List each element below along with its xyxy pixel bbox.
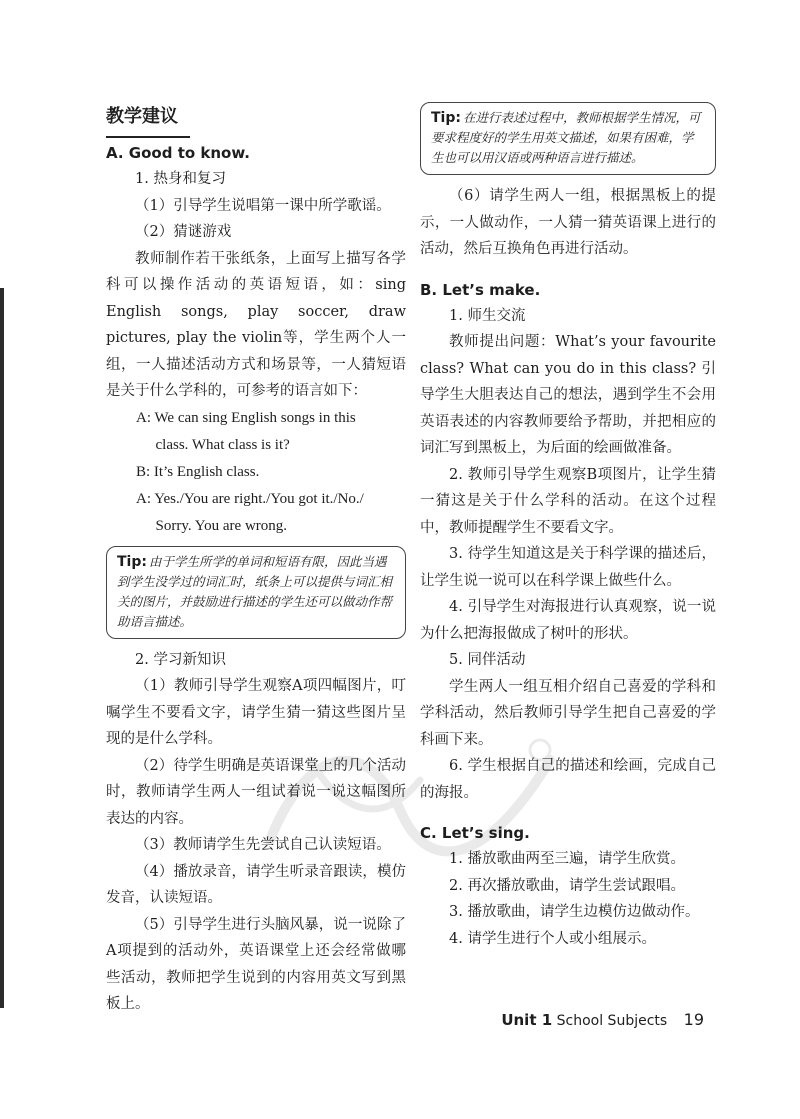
tip-label: Tip:: [431, 110, 461, 126]
b-step-5-title: 5. 同伴活动: [449, 652, 526, 668]
part-b-heading: B. Let’s make.: [420, 280, 541, 299]
c-item-4: 4. 请学生进行个人或小组展示。: [449, 930, 656, 947]
c-item-3: 3. 播放歌曲，请学生边模仿边做动作。: [449, 904, 700, 920]
dialog-line-a1: A: We can sing English songs in this: [136, 409, 356, 426]
step-2-2: （2）待学生明确是英语课堂上的几个活动时，教师请学生两人一组试着说一说这幅图所表达的内容。: [106, 757, 406, 827]
step-2-5: （5）引导学生进行头脑风暴，说一说除了A项提到的活动外，英语课堂上还会经常做哪些活动，教师把学生说到的内容用英文写到黑板上。: [106, 916, 406, 1012]
dialog-line-a2-cont: Sorry. You are wrong.: [155, 517, 288, 534]
page-number: 19: [683, 1010, 704, 1029]
page-footer: [501, 1010, 704, 1029]
tip-text: 由于学生所学的单词和短语有限，因此当遇到学生没学过的词汇时，纸条上可以提供与词汇相关的图片，并鼓励进行描述的学生还可以做动作帮助语言描述。: [117, 553, 393, 629]
b-step-3: 3. 待学生知道这是关于科学课的描述后，让学生说一说可以在科学课上做些什么。: [420, 546, 716, 589]
step-2-4: （4）播放录音，请学生听录音跟读，模仿发音，认读短语。: [106, 863, 406, 906]
part-c-heading: C. Let’s sing.: [420, 824, 530, 842]
tip-box-right: [420, 102, 716, 175]
c-item-2: 2. 再次播放歌曲，请学生尝试跟唱。: [449, 877, 685, 894]
step-1-title: 1. 热身和复习: [135, 171, 226, 187]
b-step-6: 6. 学生根据自己的描述和绘画，完成自己的海报。: [420, 758, 716, 801]
step-1b: （2）猜谜游戏: [135, 224, 232, 240]
footer-unit: Unit 1: [501, 1011, 553, 1029]
b-step-2: 2. 教师引导学生观察B项图片，让学生猜一猜这是关于什么学科的活动。在这个过程中，教师提醒学生不要看文字。: [420, 466, 716, 536]
step-1a: （1）引导学生说唱第一课中所学歌谣。: [135, 197, 391, 214]
dialog-line-a1-cont: class. What class is it?: [155, 436, 290, 453]
step-1-paragraph: 教师制作若干张纸条，上面写上描写各学科可以操作活动的英语短语，如：sing English songs, play soccer, draw pictures, play the violin等，学生两个人一组，一人描述活动方式和场景等，一人猜短语是关于什么学科的，可参考的语言如下：: [106, 250, 406, 399]
page-edge-bar: [0, 288, 4, 1008]
footer-subject: School Subjects: [556, 1013, 668, 1029]
b-step-5-paragraph: 学生两人一组互相介绍自己喜爱的学科和学科活动，然后教师引导学生把自己喜爱的学科画下来。: [420, 678, 716, 748]
step-2-3: （3）教师请学生先尝试自己认读短语。: [135, 837, 391, 853]
left-column: [106, 96, 406, 1018]
c-item-1: 1. 播放歌曲两至三遍，请学生欣赏。: [449, 851, 685, 867]
dialog-line-a2: A: Yes./You are right./You got it./No./: [136, 490, 364, 507]
b-step-1-title: 1. 师生交流: [449, 307, 526, 324]
b-step-4: 4. 引导学生对海报进行认真观察，说一说为什么把海报做成了树叶的形状。: [420, 599, 716, 642]
dialog-line-b: B: It’s English class.: [136, 463, 260, 480]
step-2-6: （6）请学生两人一组，根据黑板上的提示，一人做动作，一人猜一猜英语课上进行的活动，然后互换角色再进行活动。: [420, 188, 716, 257]
part-a-heading: A. Good to know.: [106, 144, 250, 162]
b-step-1-paragraph: 教师提出问题：What’s your favourite class? What can you do in this class? 引导学生大胆表达自己的想法，遇到学生不会用英语表述的内容教师要给予帮助，并把相应的词汇写到黑板上，为后面的绘画做准备。: [420, 334, 716, 456]
section-title: 教学建议: [106, 96, 190, 138]
sample-dialog: [106, 405, 406, 540]
tip-label: Tip:: [117, 553, 147, 570]
tip-text: 在进行表述过程中，教师根据学生情况，可要求程度好的学生用英文描述，如果有困难，学生也可以用汉语或两种语言进行描述。: [431, 110, 701, 165]
right-column: [420, 96, 716, 952]
tip-box-left: [106, 546, 406, 639]
step-2-1: （1）教师引导学生观察A项四幅图片，叮嘱学生不要看文字，请学生猜一猜这些图片呈现的是什么学科。: [106, 678, 406, 747]
step-2-title: 2. 学习新知识: [135, 651, 226, 668]
